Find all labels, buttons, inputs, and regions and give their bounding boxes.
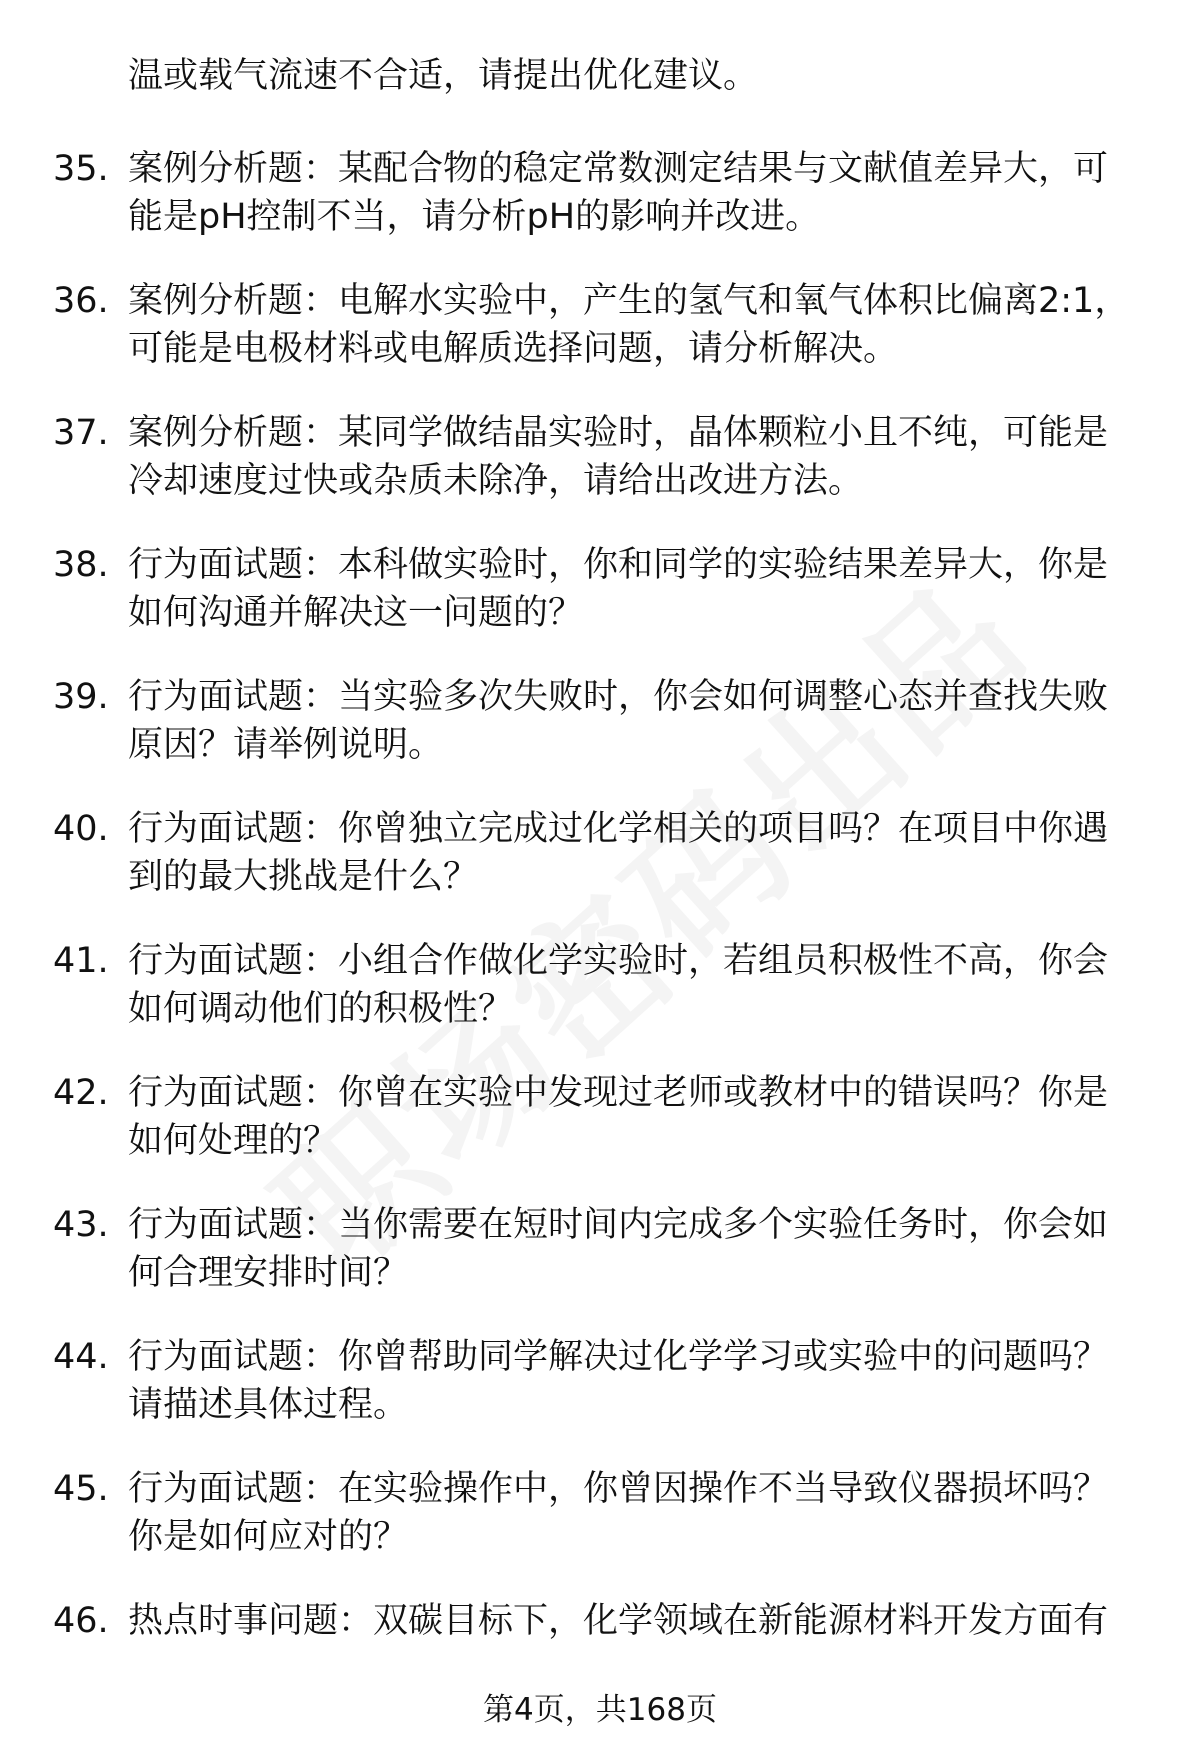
question-item [0,1069,1200,1201]
question-item [0,937,1200,1069]
question-item [0,1333,1200,1465]
question-item [0,805,1200,937]
question-list [0,145,1200,1729]
question-item [0,1201,1200,1333]
question-text: 热点时事问题：双碳目标下，化学领域在新能源材料开发方面有 [128,1601,1109,1641]
question-number: 38. [53,545,109,585]
question-text: 案例分析题：某配合物的稳定常数测定结果与文献值差异大，可能是pH控制不当，请分析pH的影响并改进。 [128,149,1109,237]
question-item [0,409,1200,541]
question-number: 36. [53,281,109,321]
question-number: 37. [53,413,109,453]
question-number: 44. [53,1337,109,1377]
question-item [0,673,1200,805]
question-number: 42. [53,1073,109,1113]
question-item [0,277,1200,409]
question-number: 43. [53,1205,109,1245]
question-text: 案例分析题：某同学做结晶实验时，晶体颗粒小且不纯，可能是冷却速度过快或杂质未除净，请给出改进方法。 [128,413,1109,501]
question-number: 40. [53,809,109,849]
question-item [0,541,1200,673]
continuation-text: 温或载气流速不合适，请提出优化建议。 [128,56,759,96]
question-text: 行为面试题：当你需要在短时间内完成多个实验任务时，你会如何合理安排时间？ [128,1205,1109,1293]
question-text: 案例分析题：电解水实验中，产生的氢气和氧气体积比偏离2:1，可能是电极材料或电解质选择问题，请分析解决。 [128,281,1130,369]
question-item [0,145,1200,277]
question-text: 行为面试题：你曾帮助同学解决过化学学习或实验中的问题吗？请描述具体过程。 [128,1337,1109,1425]
question-number: 35. [53,149,109,189]
page-footer: 第4页，共168页 [483,1692,717,1728]
question-number: 45. [53,1469,109,1509]
question-text: 行为面试题：小组合作做化学实验时，若组员积极性不高，你会如何调动他们的积极性？ [128,941,1109,1029]
question-number: 41. [53,941,109,981]
question-text: 行为面试题：在实验操作中，你曾因操作不当导致仪器损坏吗？你是如何应对的？ [128,1469,1109,1557]
question-text: 行为面试题：你曾独立完成过化学相关的项目吗？在项目中你遇到的最大挑战是什么？ [128,809,1109,897]
question-item [0,1465,1200,1597]
question-number: 39. [53,677,109,717]
question-number: 46. [53,1601,109,1641]
question-text: 行为面试题：本科做实验时，你和同学的实验结果差异大，你是如何沟通并解决这一问题的？ [128,545,1109,633]
question-text: 行为面试题：你曾在实验中发现过老师或教材中的错误吗？你是如何处理的？ [128,1073,1109,1161]
question-text: 行为面试题：当实验多次失败时，你会如何调整心态并查找失败原因？请举例说明。 [128,677,1109,765]
